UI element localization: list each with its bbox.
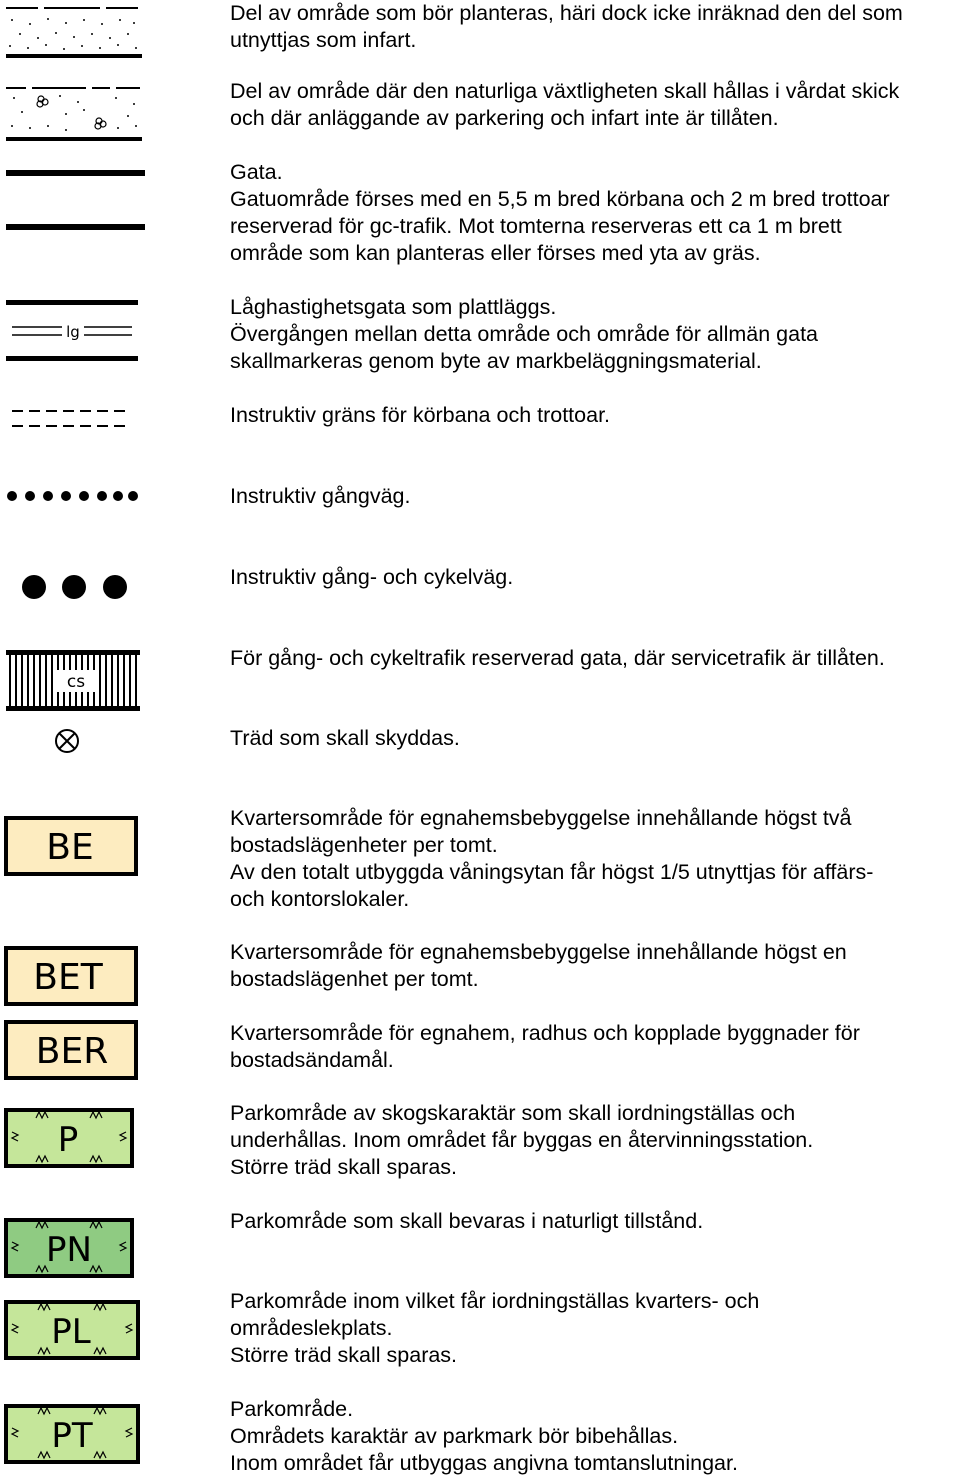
text-line: bostadsändamål.: [230, 1048, 394, 1072]
text-line: utnyttjas som infart.: [230, 28, 417, 52]
text-line: och kontorslokaler.: [230, 887, 410, 911]
text-line: Större träd skall sparas.: [230, 1343, 458, 1367]
symbol-label-pn: PN: [46, 1230, 92, 1270]
text-line: Parkområde.: [230, 1397, 354, 1421]
text-line: Instruktiv gräns för körbana och trottoar.: [230, 403, 611, 427]
text-line: Parkområde inom vilket får iordningställas kvarters- och: [230, 1289, 760, 1313]
legend-text-pt: [230, 1396, 958, 1477]
text-line: Gatuområde förses med en 5,5 m bred körbana och 2 m bred trottoar: [230, 187, 890, 211]
vegetation-area-icon: [0, 80, 150, 145]
circled-x-icon: [0, 726, 150, 756]
symbol-label-ber: BER: [35, 1031, 109, 1072]
text-line: Större träd skall sparas.: [230, 1155, 458, 1179]
small-dots-line-icon: [0, 484, 150, 508]
legend-text-foot-cycle-path: [230, 564, 958, 591]
text-line: Låghastighetsgata som plattläggs.: [230, 295, 557, 319]
text-line: Parkområde som skall bevaras i naturligt tillstånd.: [230, 1209, 704, 1233]
street-double-line-icon: [0, 160, 150, 240]
legend-text-footpath: [230, 483, 958, 510]
text-line: områdeslekplats.: [230, 1316, 393, 1340]
text-line: Kvartersområde för egnahemsbebyggelse innehållande högst en: [230, 940, 847, 964]
text-line: Del av område som bör planteras, häri dock icke inräknad den del som: [230, 1, 903, 25]
text-line: Parkområde av skogskaraktär som skall iordningställas och: [230, 1101, 796, 1125]
text-line: Inom området får utbyggas angivna tomtanslutningar.: [230, 1451, 738, 1475]
large-dots-line-icon: [0, 570, 150, 604]
text-line: och där anläggande av parkering och infart inte är tillåten.: [230, 106, 779, 130]
symbol-label-be: BE: [46, 827, 94, 868]
text-line: Kvartersområde för egnahem, radhus och kopplade byggnader för: [230, 1021, 860, 1045]
text-line: Del av område där den naturliga växtligheten skall hållas i vårdat skick: [230, 79, 900, 103]
text-line: underhållas. Inom området får byggas en återvinningsstation.: [230, 1128, 814, 1152]
zone-symbol-bet: [0, 942, 150, 1008]
text-line: Av den totalt utbyggda våningsytan får högst 1/5 utnyttjas för affärs-: [230, 860, 874, 884]
text-line: Övergången mellan detta område och område för allmän gata: [230, 322, 819, 346]
legend-text-planted: [230, 0, 958, 54]
legend-text-street: [230, 159, 958, 267]
text-line: reserverad för gc-trafik. Mot tomterna reserveras ett ca 1 m brett: [230, 214, 842, 238]
zone-symbol-ber: [0, 1016, 150, 1082]
legend-text-p: [230, 1100, 958, 1181]
symbol-label-bet: BET: [33, 957, 103, 998]
symbol-label-p: P: [57, 1120, 79, 1160]
zone-symbol-pn: [0, 1214, 150, 1282]
symbol-label-lg: lg: [66, 323, 80, 341]
dashed-boundary-icon: [0, 400, 150, 435]
legend-text-be: [230, 805, 958, 913]
zone-symbol-pt: [0, 1400, 150, 1468]
text-line: skallmarkeras genom byte av markbeläggningsmaterial.: [230, 349, 762, 373]
text-line: Instruktiv gång- och cykelväg.: [230, 565, 514, 589]
text-line: bostadslägenheter per tomt.: [230, 833, 498, 857]
legend-text-pn: [230, 1208, 958, 1235]
symbol-label-pt: PT: [51, 1416, 93, 1456]
symbol-label-cs: cs: [66, 672, 86, 692]
text-line: Kvartersområde för egnahemsbebyggelse innehållande högst två: [230, 806, 852, 830]
text-line: Träd som skall skyddas.: [230, 726, 460, 750]
hatched-street-icon: [0, 646, 150, 716]
legend-text-bet: [230, 939, 958, 993]
text-line: område som kan planteras eller förses med yta av gräs.: [230, 241, 761, 265]
dotted-area-icon: [0, 0, 150, 62]
legend-text-natural-vegetation: [230, 78, 958, 132]
zone-symbol-pl: [0, 1296, 150, 1364]
legend-text-protected-tree: [230, 725, 958, 752]
legend-text-low-speed-street: [230, 294, 958, 375]
text-line: Gata.: [230, 160, 283, 184]
text-line: Områdets karaktär av parkmark bör bibehållas.: [230, 1424, 679, 1448]
legend-text-pl: [230, 1288, 958, 1369]
text-line: bostadslägenhet per tomt.: [230, 967, 479, 991]
zone-symbol-p: [0, 1104, 150, 1172]
text-line: För gång- och cykeltrafik reserverad gata, där servicetrafik är tillåten.: [230, 646, 885, 670]
symbol-label-pl: PL: [51, 1312, 91, 1352]
legend-text-ber: [230, 1020, 958, 1074]
zone-symbol-be: [0, 812, 150, 878]
legend-text-roadway-boundary: [230, 402, 958, 429]
low-speed-street-icon: [0, 290, 150, 370]
text-line: Instruktiv gångväg.: [230, 484, 411, 508]
legend-text-cs-street: [230, 645, 958, 672]
